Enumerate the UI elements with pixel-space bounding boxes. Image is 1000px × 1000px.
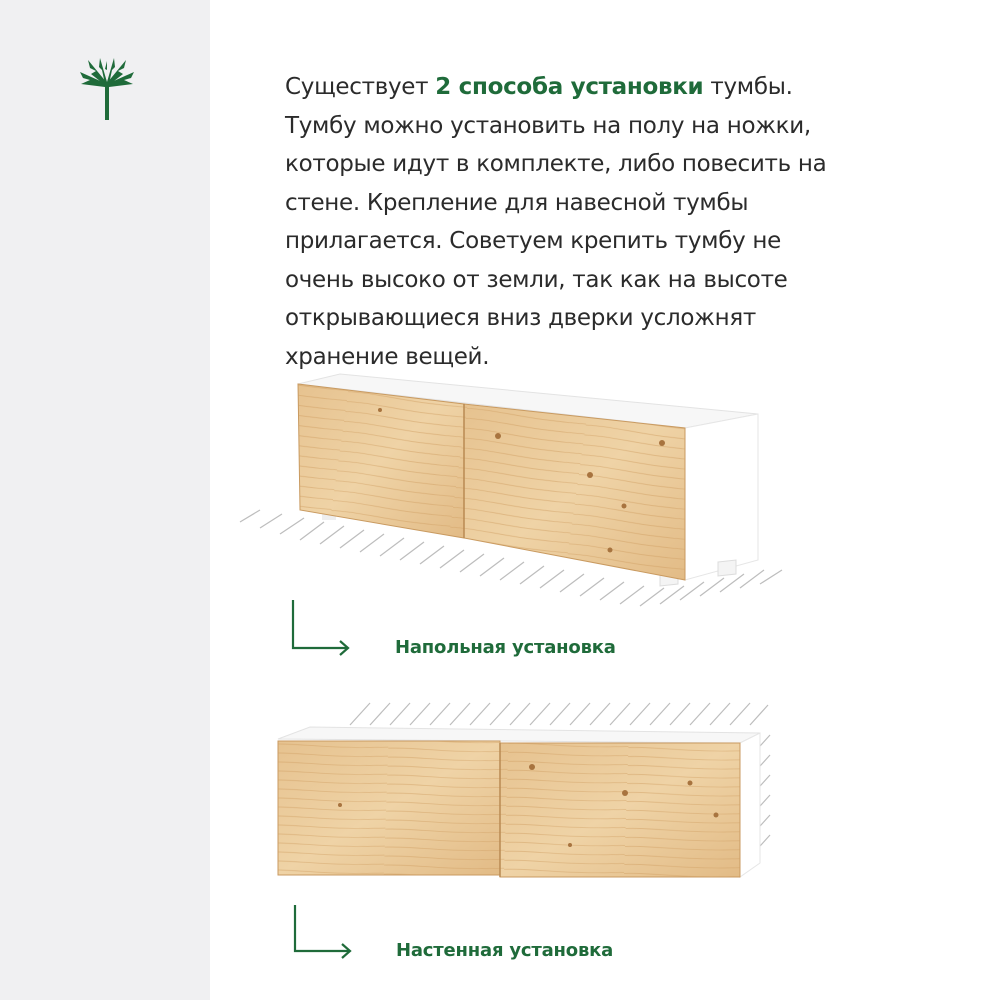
description-text-end: тумбы. Тумбу можно установить на полу на ножки, которые идут в комплекте, либо повесить на стене. Крепление для навесной тумбы прилагается. Советуем крепить тумбу не очень высоко от земли, так как на высоте открывающиеся вниз дверки усложнят хранение вещей. bbox=[285, 74, 827, 370]
description-paragraph bbox=[285, 68, 845, 376]
wall-installation-caption: Настенная установка bbox=[396, 940, 614, 961]
description-text-start: Существует bbox=[285, 74, 436, 100]
description-highlight: 2 способа установки bbox=[435, 74, 704, 100]
floor-cabinet-illustration bbox=[230, 370, 790, 610]
corner-arrow-icon bbox=[292, 905, 356, 965]
palm-logo-icon bbox=[78, 58, 136, 120]
floor-installation-caption: Напольная установка bbox=[395, 637, 616, 658]
corner-arrow-icon bbox=[290, 600, 354, 660]
left-side-band bbox=[0, 0, 210, 1000]
wall-cabinet-illustration bbox=[270, 695, 780, 885]
